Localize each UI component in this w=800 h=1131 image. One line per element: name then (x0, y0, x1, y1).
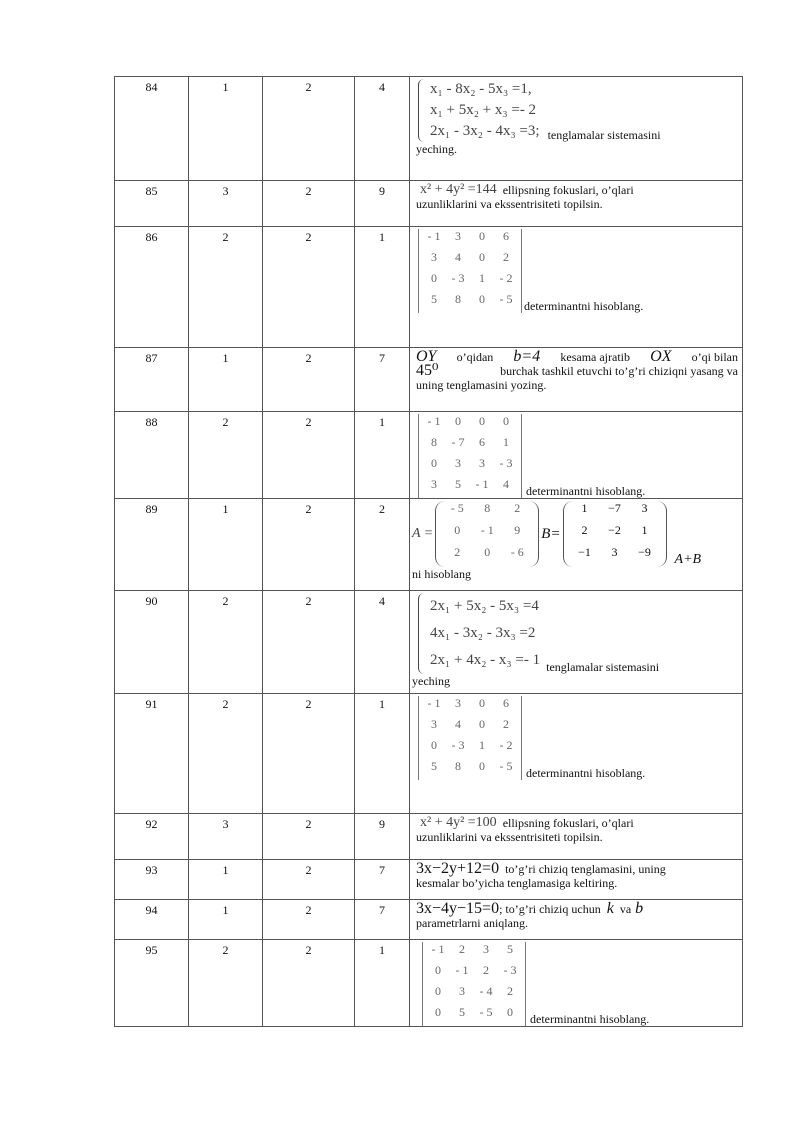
task-text: determinantni hisoblang. (526, 484, 646, 498)
equation-system: x₁ - 8x₂ - 5x₃ =1, x₁ + 5x₂ + x₃ =- 2 2x₁ - 3x₂ - 4x₃ =3; (418, 79, 540, 142)
matrix-a: - 5 8 2 0 - 1 9 2 0 - 6 (435, 501, 539, 567)
task-cell: OY o’qidan b=4 kesama ajratib OX o’qi bilan 45⁰ burchak tashkil etuvchi to’g’ri chiziqni yasang va uning tenglamasini yozing. (410, 348, 743, 412)
task-text: determinantni hisoblang. (526, 766, 646, 780)
col-2-value: 2 (263, 591, 355, 694)
col-1-value: 2 (189, 591, 263, 694)
task-cell (410, 591, 743, 694)
task-cell (410, 181, 743, 227)
table-row (115, 181, 743, 227)
task-cell (410, 77, 743, 181)
col-1-value: 2 (189, 694, 263, 814)
axis-label: OY (416, 348, 437, 365)
task-text-line2: kesmalar bo’yicha tenglamasiga keltiring. (416, 876, 618, 890)
task-text-line2: uzunliklarini va ekssentrisiteti topilsin. (416, 197, 603, 211)
row-number: 88 (115, 412, 189, 499)
row-number: 94 (115, 900, 189, 940)
task-cell: 3x−4y−15=0 ; to’g’ri chiziq uchun k va b parametrlarni aniqlang. (410, 900, 743, 940)
determinant: - 1 2 3 5 0 - 1 2 - 3 0 3 - 4 2 0 5 - 5 0 (422, 942, 526, 1026)
row-number: 92 (115, 814, 189, 860)
task-text-line2: uning tenglamasini yozing. (416, 378, 547, 392)
table-row (115, 694, 743, 814)
col-2-value: 2 (263, 499, 355, 591)
task-cell (410, 499, 743, 591)
col-1-value: 2 (189, 227, 263, 348)
sum-expression: A+B (674, 552, 702, 567)
matrix-b: 1 −7 3 2 −2 1 −1 3 −9 (563, 501, 667, 567)
row-number: 85 (115, 181, 189, 227)
equation-system: 2x₁ + 5x₂ - 5x₃ =4 4x₁ - 3x₂ - 3x₃ =2 2x₁ + 4x₂ - x₃ =- 1 (418, 593, 540, 674)
ellipse-formula: x² + 4y² =144 (420, 182, 497, 197)
col-3-value: 1 (355, 940, 410, 1027)
col-1-value: 1 (189, 860, 263, 900)
col-2-value: 2 (263, 348, 355, 412)
col-2-value: 2 (263, 900, 355, 940)
task-cell (410, 860, 743, 900)
determinant: - 1 3 0 6 3 4 0 2 0 - 3 1 - 2 5 8 0 - 5 (418, 696, 522, 780)
table-row (115, 814, 743, 860)
col-3-value: 7 (355, 900, 410, 940)
task-text: determinantni hisoblang. (524, 299, 644, 313)
col-2-value: 2 (263, 412, 355, 499)
row-number: 84 (115, 77, 189, 181)
line-equation: 3x−4y−15=0 (416, 900, 500, 917)
col-2-value: 2 (263, 694, 355, 814)
col-3-value: 1 (355, 412, 410, 499)
ellipse-formula: x² + 4y² =100 (420, 815, 497, 830)
col-2-value: 2 (263, 227, 355, 348)
col-3-value: 9 (355, 814, 410, 860)
table-row (115, 412, 743, 499)
table-row (115, 499, 743, 591)
tasks-table (114, 76, 743, 1027)
col-2-value: 2 (263, 860, 355, 900)
col-1-value: 2 (189, 412, 263, 499)
table-row (115, 348, 743, 412)
col-1-value: 1 (189, 900, 263, 940)
col-1-value: 2 (189, 940, 263, 1027)
task-text-line2: yeching. (416, 142, 457, 156)
table-row (115, 900, 743, 940)
table-row (115, 940, 743, 1027)
task-cell (410, 940, 743, 1027)
col-3-value: 7 (355, 860, 410, 900)
row-number: 91 (115, 694, 189, 814)
determinant: - 1 3 0 6 3 4 0 2 0 - 3 1 - 2 5 8 0 - 5 (418, 229, 522, 313)
angle-label: 45⁰ (416, 362, 439, 379)
col-3-value: 2 (355, 499, 410, 591)
task-text-line2: yeching (412, 674, 450, 688)
table-row (115, 591, 743, 694)
matrix-a-label: A = (412, 526, 434, 541)
col-2-value: 2 (263, 77, 355, 181)
task-text: to’g’ri chiziq tenglamasini, uning (505, 862, 666, 876)
task-cell (410, 227, 743, 348)
col-1-value: 3 (189, 181, 263, 227)
col-1-value: 1 (189, 348, 263, 412)
col-3-value: 7 (355, 348, 410, 412)
col-1-value: 3 (189, 814, 263, 860)
task-text-line2: parametrlarni aniqlang. (416, 916, 528, 930)
task-text: tenglamalar sistemasini (547, 128, 661, 142)
table-row (115, 77, 743, 181)
row-number: 89 (115, 499, 189, 591)
param-k: k (606, 900, 614, 917)
col-3-value: 9 (355, 181, 410, 227)
col-3-value: 4 (355, 77, 410, 181)
table-row (115, 860, 743, 900)
col-2-value: 2 (263, 181, 355, 227)
row-number: 90 (115, 591, 189, 694)
task-text: ellipsning fokuslari, o’qlari (502, 183, 634, 197)
intercept-label: b=4 (513, 348, 541, 365)
task-text-line2: uzunliklarini va ekssentrisiteti topilsin. (416, 830, 603, 844)
task-text-line2: ni hisoblang (412, 567, 471, 581)
axis-label: OX (650, 348, 672, 365)
col-2-value: 2 (263, 814, 355, 860)
task-cell (410, 694, 743, 814)
task-cell (410, 412, 743, 499)
task-text: determinantni hisoblang. (530, 1012, 650, 1026)
table-row (115, 227, 743, 348)
row-number: 93 (115, 860, 189, 900)
col-3-value: 1 (355, 227, 410, 348)
col-1-value: 1 (189, 499, 263, 591)
col-3-value: 4 (355, 591, 410, 694)
col-3-value: 1 (355, 694, 410, 814)
matrix-b-label: B= (541, 526, 561, 542)
row-number: 95 (115, 940, 189, 1027)
col-1-value: 1 (189, 77, 263, 181)
determinant: - 1 0 0 0 8 - 7 6 1 0 3 3 - 3 3 5 - 1 4 (418, 414, 522, 498)
line-equation: 3x−2y+12=0 (416, 860, 500, 877)
row-number: 87 (115, 348, 189, 412)
row-number: 86 (115, 227, 189, 348)
col-2-value: 2 (263, 940, 355, 1027)
task-cell (410, 814, 743, 860)
task-text: tenglamalar sistemasini (546, 660, 660, 674)
task-text: ellipsning fokuslari, o’qlari (502, 816, 634, 830)
param-b: b (635, 900, 644, 917)
